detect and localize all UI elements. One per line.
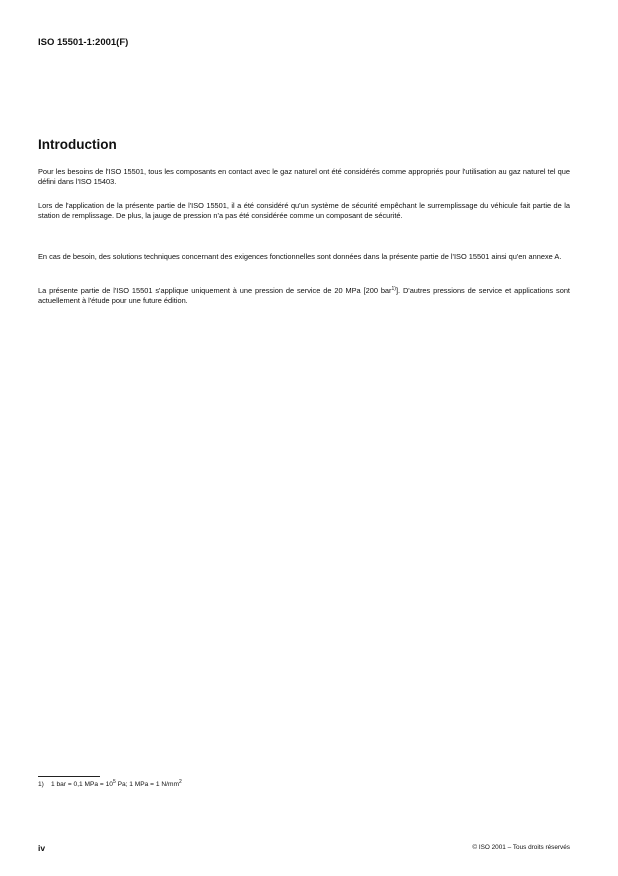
- footnote-reference[interactable]: 1): [391, 286, 396, 292]
- document-id-header: ISO 15501-1:2001(F): [38, 37, 129, 48]
- footnote-exponent-1: 5: [112, 779, 116, 785]
- footnote-number: 1): [38, 781, 44, 788]
- copyright-notice: © ISO 2001 – Tous droits réservés: [472, 844, 570, 851]
- paragraph-4-text-start: La présente partie de l'ISO 15501 s'applique uniquement à une pression de service de 20 MPa [200 bar: [38, 286, 392, 295]
- paragraph-3: En cas de besoin, des solutions techniques concernant des exigences fonctionnelles sont données dans la présente partie de l'ISO 15501 ainsi qu'en annexe A.: [38, 252, 562, 261]
- footnote: [38, 781, 182, 788]
- paragraph-1: Pour les besoins de l'ISO 15501, tous les composants en contact avec le gaz naturel ont été considérés comme appropriés pour l'utilisation au gaz naturel tel que défini dans l'ISO 15403.: [38, 167, 570, 186]
- footnote-separator: [38, 776, 100, 777]
- paragraph-2: Lors de l'application de la présente partie de l'ISO 15501, il a été considéré qu'un système de sécurité empêchant le surremplissage du véhicule fait partie de la station de remplissage. De plus, la jauge de pression n'a pas été considérée comme un composant de sécurité.: [38, 201, 570, 220]
- section-title: Introduction: [38, 137, 117, 152]
- page-number: iv: [38, 843, 46, 853]
- footnote-text-1: 1 bar = 0,1 MPa = 10: [51, 781, 113, 788]
- footnote-text-2: Pa; 1 MPa = 1 N/mm: [115, 781, 179, 788]
- paragraph-4-text-end: ]. D'autres pressions de service et applications sont actuellement à l'étude pour une future édition.: [38, 286, 570, 305]
- footnote-exponent-2: 2: [178, 779, 182, 785]
- paragraph-4: [38, 286, 570, 306]
